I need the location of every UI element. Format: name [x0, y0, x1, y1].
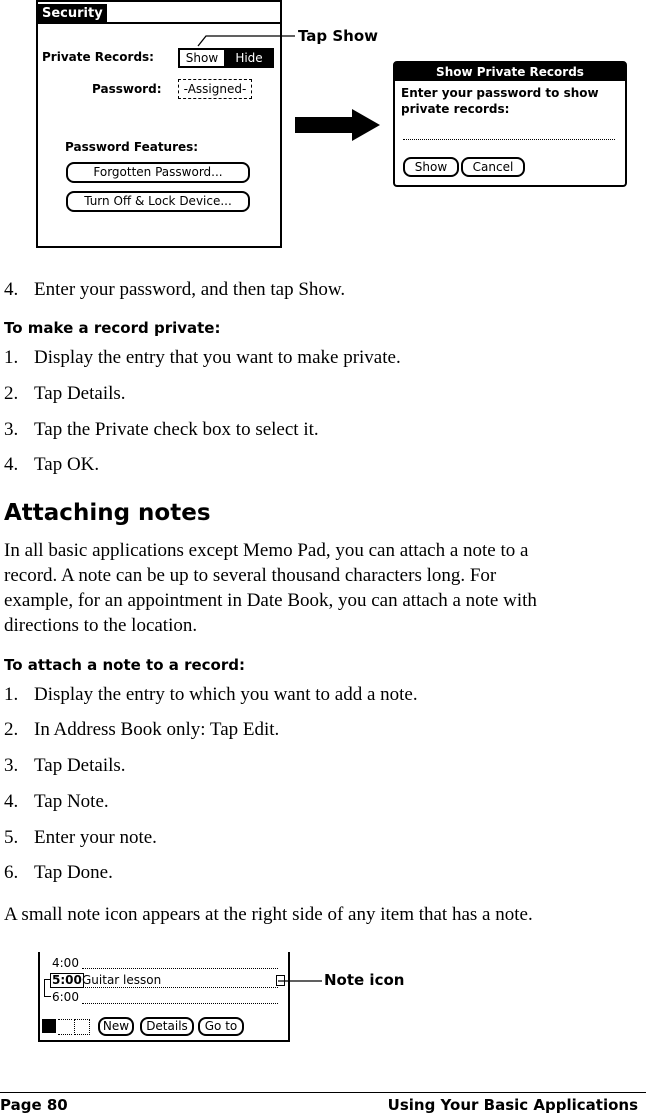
month-view-icon[interactable]: [74, 1019, 90, 1035]
password-field[interactable]: -Assigned-: [178, 79, 252, 99]
section-title: Attaching notes: [4, 500, 211, 526]
security-title: Security: [38, 4, 107, 23]
list-item: 3. Tap Details.: [4, 755, 126, 776]
tap-show-callout: Tap Show: [298, 27, 379, 45]
private-heading: To make a record private:: [4, 319, 221, 337]
note-callout-line: [0, 950, 646, 1010]
day-view-icon[interactable]: [42, 1019, 56, 1033]
list-item: 1. Display the entry to which you want to add a note.: [4, 684, 418, 705]
dialog-title: Show Private Records: [395, 63, 625, 81]
list-item: 3. Tap the Private check box to select it.: [4, 419, 319, 440]
hide-toggle[interactable]: Hide: [224, 48, 274, 68]
note-icon-callout: Note icon: [324, 971, 405, 989]
list-item: 1. Display the entry that you want to make private.: [4, 347, 401, 368]
show-toggle[interactable]: Show: [178, 48, 226, 68]
step-4-enter-password: 4. Enter your password, and then tap Show.: [4, 279, 346, 300]
footer-page-number: Page 80: [0, 1096, 68, 1114]
list-item: 4. Tap Note.: [4, 791, 109, 812]
time-5: 5:00: [52, 973, 82, 987]
note-heading: To attach a note to a record:: [4, 656, 245, 674]
intro-paragraph: In all basic applications except Memo Pad, you can attach a note to a record. A note can be up to several thousand characters long. For example, for an appointment in Date Book, you can attach a note with directions to the location.: [4, 540, 537, 636]
list-item: 2. Tap Details.: [4, 383, 126, 404]
goto-button[interactable]: Go to: [198, 1017, 244, 1036]
note-icon-sentence: A small note icon appears at the right side of any item that has a note.: [4, 904, 533, 925]
time-6: 6:00: [52, 990, 79, 1004]
list-item: 6. Tap Done.: [4, 862, 113, 883]
dialog-prompt: Enter your password to show private records:: [401, 86, 599, 116]
dialog-password-input[interactable]: [403, 139, 615, 140]
forgotten-password-button[interactable]: Forgotten Password...: [66, 162, 250, 183]
features-label: Password Features:: [65, 140, 199, 154]
list-item: 4. Tap OK.: [4, 454, 100, 475]
dialog-show-button[interactable]: Show: [403, 157, 459, 177]
private-records-label: Private Records:: [42, 50, 154, 64]
footer-chapter: Using Your Basic Applications: [387, 1096, 638, 1114]
new-button[interactable]: New: [98, 1017, 134, 1036]
dialog-cancel-button[interactable]: Cancel: [461, 157, 525, 177]
lock-device-button[interactable]: Turn Off & Lock Device...: [66, 191, 250, 212]
time-4: 4:00: [52, 956, 79, 970]
list-item: 5. Enter your note.: [4, 827, 157, 848]
entry-guitar-lesson[interactable]: Guitar lesson: [82, 973, 162, 987]
show-private-dialog: [393, 61, 627, 187]
password-label: Password:: [92, 82, 162, 96]
week-view-icon[interactable]: [58, 1019, 72, 1035]
list-item: 2. In Address Book only: Tap Edit.: [4, 719, 280, 740]
details-button[interactable]: Details: [140, 1017, 194, 1036]
arrow-right-icon: [295, 109, 380, 141]
